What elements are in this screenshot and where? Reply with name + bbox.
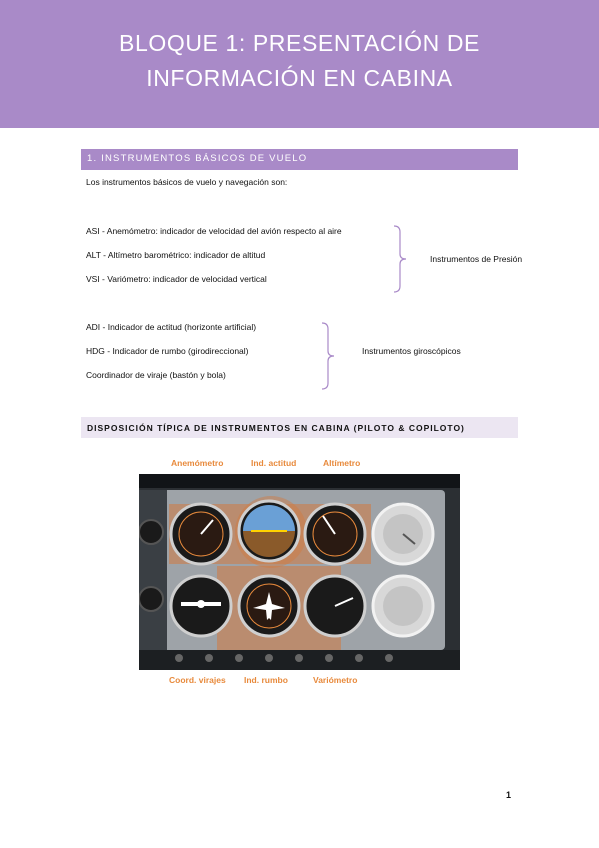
pressure-group-label: Instrumentos de Presión <box>430 254 523 264</box>
gyro-item-hdg: HDG - Indicador de rumbo (girodireccional) <box>86 346 249 356</box>
label-variometro: Variómetro <box>313 675 358 685</box>
page-title <box>0 26 599 96</box>
label-ind-rumbo: Ind. rumbo <box>244 675 288 685</box>
layout-heading: DISPOSICIÓN TÍPICA DE INSTRUMENTOS EN CABINA (PILOTO & COPILOTO) <box>87 423 465 433</box>
pressure-group-brace <box>392 224 412 294</box>
section-heading-bar <box>81 149 518 170</box>
pressure-item-asi: ASI - Anemómetro: indicador de velocidad del avión respecto al aire <box>86 226 342 236</box>
layout-heading-bar <box>81 417 518 438</box>
pressure-item-alt: ALT - Altímetro barométrico: indicador de altitud <box>86 250 266 260</box>
gyro-group-brace <box>320 321 340 391</box>
page-title-line-1: BLOQUE 1: PRESENTACIÓN DE <box>119 30 480 56</box>
label-ind-actitud: Ind. actitud <box>251 458 297 468</box>
label-coord-virajes: Coord. virajes <box>169 675 226 685</box>
gyro-item-turn-coordinator: Coordinador de viraje (bastón y bola) <box>86 370 226 380</box>
page-number: 1 <box>506 790 512 800</box>
header-banner <box>0 0 599 128</box>
label-altimetro: Altímetro <box>323 458 361 468</box>
intro-text: Los instrumentos básicos de vuelo y navegación son: <box>86 177 288 187</box>
section-heading: 1. INSTRUMENTOS BÁSICOS DE VUELO <box>87 153 308 164</box>
pressure-item-vsi: VSI - Variómetro: indicador de velocidad vertical <box>86 274 267 284</box>
cockpit-panel-image <box>139 474 460 670</box>
gyro-group-label: Instrumentos giroscópicos <box>362 346 461 356</box>
label-anemometro: Anemómetro <box>171 458 224 468</box>
gyro-item-adi: ADI - Indicador de actitud (horizonte artificial) <box>86 322 257 332</box>
page-title-line-2: INFORMACIÓN EN CABINA <box>146 65 453 91</box>
